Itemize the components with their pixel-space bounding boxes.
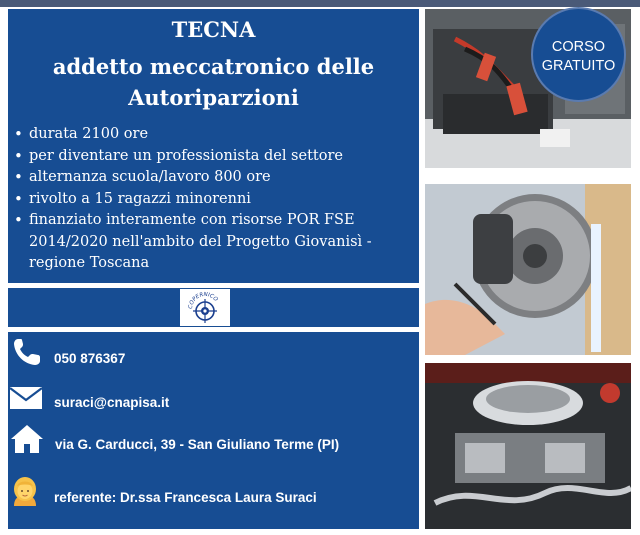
badge-line1: CORSO — [551, 39, 606, 55]
badge-line2: GRATUITO — [541, 58, 616, 74]
brake-disc-photo — [425, 184, 631, 355]
free-course-badge — [531, 7, 626, 102]
course-info-panel — [8, 9, 419, 283]
course-subtitle-line1: addetto meccatronico delle — [52, 54, 375, 79]
logo-text: COPERNICO — [187, 291, 219, 310]
envelope-icon — [10, 387, 42, 409]
detail-duration: • durata 2100 ore — [14, 124, 414, 146]
address-text: via G. Carducci, 39 - San Giuliano Terme (PI) — [55, 437, 340, 452]
detail-purpose: • per diventare un professionista del settore — [14, 146, 414, 168]
detail-funding: • finanziato interamente con risorse POR FSE 2014/2020 nell'ambito del Progetto Giovanisì - regione Toscana — [14, 210, 414, 275]
copernico-logo — [180, 289, 230, 326]
course-details-list — [14, 124, 414, 275]
detail-alternation: • alternanza scuola/lavoro 800 ore — [14, 167, 414, 189]
email-link[interactable]: suraci@cnapisa.it — [54, 395, 170, 410]
svg-text:COPERNICO — [188, 292, 219, 309]
person-emoji-icon — [10, 476, 40, 506]
top-bar — [0, 0, 640, 7]
house-icon — [10, 424, 44, 454]
course-title: TECNA — [171, 17, 256, 42]
phone-number[interactable]: 050 876367 — [54, 351, 126, 366]
chrome-engine-photo — [425, 363, 631, 529]
course-subtitle-line2: Autoriparzioni — [128, 85, 299, 110]
phone-icon — [11, 336, 43, 368]
referent-text: referente: Dr.ssa Francesca Laura Suraci — [54, 490, 317, 505]
detail-audience: • rivolto a 15 ragazzi minorenni — [14, 189, 414, 211]
